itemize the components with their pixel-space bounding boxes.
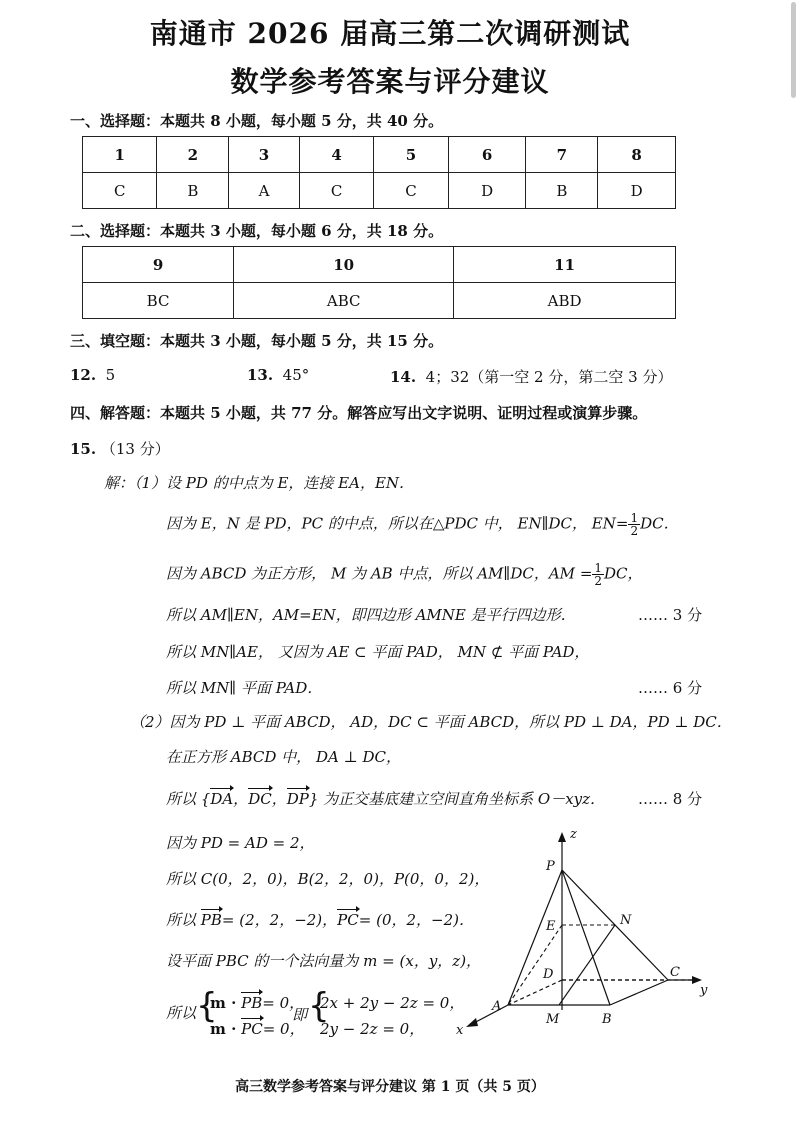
scrollbar[interactable] — [791, 2, 796, 98]
table-cell: D — [448, 173, 526, 209]
table-cell: 10 — [234, 247, 454, 283]
line-text: = (2，2，−2)， — [221, 911, 338, 929]
pyramid-figure — [450, 820, 720, 1040]
system-eq-3: 2x + 2y − 2z = 0， — [320, 994, 465, 1012]
table-cell: B — [157, 173, 229, 209]
label-z: z — [570, 827, 577, 842]
table-cell: A — [229, 173, 300, 209]
q15-line-3: 所以 AM∥EN，AM=EN，即四边形 AMNE 是平行四边形． — [166, 606, 576, 624]
ji-word: 即 — [292, 1006, 308, 1024]
label-M: M — [546, 1012, 560, 1027]
line-text: 所以 { — [166, 790, 211, 808]
label-C: C — [670, 965, 680, 980]
q15-line-1 — [166, 512, 679, 537]
table-cell: D — [598, 173, 676, 209]
system-eq-4: 2y − 2z = 0， — [320, 1020, 425, 1038]
q13-value: 45° — [282, 366, 310, 384]
x-axis — [472, 1005, 508, 1024]
q14-answer — [390, 366, 672, 387]
q14-value: 4；32（第一空 2 分，第二空 3 分） — [425, 368, 673, 386]
vector-PB: PB — [241, 994, 263, 1012]
table-cell: C — [374, 173, 448, 209]
q15-points: （13 分） — [100, 440, 170, 458]
x-axis-arrow — [466, 1018, 478, 1027]
table-cell: C — [83, 173, 157, 209]
segment-MN — [559, 925, 615, 1005]
line-text: = (0，2，−2)． — [358, 911, 474, 929]
table-cell: 9 — [83, 247, 234, 283]
section-1-heading: 一、选择题：本题共 8 小题，每小题 5 分，共 40 分。 — [70, 112, 444, 130]
table-cell: 11 — [454, 247, 676, 283]
score-mark-3: …… 3 分 — [638, 606, 703, 624]
table-header-row — [83, 137, 676, 173]
page-subtitle: 数学参考答案与评分建议 — [230, 65, 550, 98]
section-3-heading: 三、填空题：本题共 3 小题，每小题 5 分，共 15 分。 — [70, 332, 444, 350]
fraction-denominator: 2 — [594, 574, 603, 588]
q12-number: 12. — [70, 366, 97, 384]
q12-value: 5 — [105, 366, 116, 384]
q15-line-4: 所以 MN∥AE， 又因为 AE ⊂ 平面 PAD， MN ⊄ 平面 PAD， — [166, 643, 590, 661]
line-text: = 0， — [262, 1020, 305, 1038]
table-cell: B — [526, 173, 598, 209]
edge-BC — [610, 980, 668, 1005]
line-text: DC， — [604, 564, 643, 583]
label-D: D — [543, 967, 554, 982]
table-answer-row — [83, 283, 676, 319]
fraction-numerator: 1 — [594, 561, 603, 575]
table-cell: 2 — [157, 137, 229, 173]
table-cell: 1 — [83, 137, 157, 173]
label-A: A — [492, 999, 502, 1014]
line-text: DC． — [640, 514, 679, 533]
q13-number: 13. — [247, 366, 274, 384]
table-cell: 7 — [526, 137, 598, 173]
q15-number: 15. — [70, 440, 97, 458]
section-4-heading: 四、解答题：本题共 5 小题，共 77 分。解答应写出文字说明、证明过程或演算步骤。 — [70, 404, 648, 422]
table-cell: 8 — [598, 137, 676, 173]
fraction-denominator: 2 — [630, 524, 639, 538]
system-brace-left: { — [196, 986, 218, 1026]
score-mark-8: …… 8 分 — [638, 790, 703, 808]
fraction-half — [592, 562, 604, 587]
table-header-row — [83, 247, 676, 283]
table-cell: BC — [83, 283, 234, 319]
q15-line-12-label: 所以 — [166, 1004, 197, 1022]
system-brace-right: { — [308, 986, 330, 1026]
label-E: E — [546, 919, 556, 934]
q15-line-9: 所以 C(0，2，0)，B(2，2，0)，P(0，0，2)， — [166, 870, 490, 888]
edge-PB — [562, 870, 610, 1005]
table-cell: 6 — [448, 137, 526, 173]
line-text: m · — [210, 994, 237, 1012]
q15-part2-intro: （2）因为 PD ⊥ 平面 ABCD， AD，DC ⊂ 平面 ABCD，所以 PD ⊥ DA，PD ⊥ DC． — [130, 713, 732, 731]
line-text: } 为正交基底建立空间直角坐标系 O－xyz． — [308, 790, 606, 808]
label-y: y — [700, 983, 708, 998]
q15-heading — [70, 438, 170, 459]
label-B: B — [602, 1012, 612, 1027]
q15-line-11: 设平面 PBC 的一个法向量为 m = (x，y，z)， — [166, 952, 482, 970]
q13-answer — [247, 366, 309, 384]
line-text: 因为 ABCD 为正方形， M 为 AB 中点，所以 AM∥DC，AM = — [166, 564, 593, 583]
fraction-half — [628, 512, 640, 537]
line-text: 因为 E，N 是 PD，PC 的中点，所以在△PDC 中， EN∥DC， EN= — [166, 514, 629, 533]
vector-DP: DP — [286, 790, 309, 808]
q15-part1-intro: 解：（1）设 PD 的中点为 E，连接 EA，EN． — [104, 474, 415, 492]
table-cell: 4 — [299, 137, 373, 173]
table-cell: 5 — [374, 137, 448, 173]
label-x: x — [456, 1023, 464, 1038]
section-2-heading: 二、选择题：本题共 3 小题，每小题 6 分，共 18 分。 — [70, 222, 444, 240]
q15-line-6: 在正方形 ABCD 中， DA ⊥ DC， — [166, 748, 401, 766]
line-text: 所以 — [166, 911, 197, 929]
q15-line-2 — [166, 562, 643, 587]
vector-PB: PB — [200, 911, 222, 929]
line-text: = 0， — [262, 994, 305, 1012]
q14-number: 14. — [390, 368, 417, 386]
table-cell: C — [299, 173, 373, 209]
table-cell: ABD — [454, 283, 676, 319]
answer-table-1 — [82, 136, 676, 209]
label-P: P — [546, 859, 555, 874]
system-eq-2 — [210, 1018, 305, 1039]
q15-line-5: 所以 MN∥ 平面 PAD． — [166, 679, 323, 697]
q12-answer — [70, 366, 115, 384]
table-answer-row — [83, 173, 676, 209]
q15-line-8: 因为 PD = AD = 2， — [166, 834, 315, 852]
label-N: N — [620, 913, 632, 928]
table-cell: 3 — [229, 137, 300, 173]
line-text: m · — [210, 1020, 237, 1038]
score-mark-6: …… 6 分 — [638, 679, 703, 697]
answer-table-2 — [82, 246, 676, 319]
page-title: 南通市 2026 届高三第二次调研测试 — [149, 17, 631, 50]
page-footer: 高三数学参考答案与评分建议 第 1 页（共 5 页） — [235, 1079, 545, 1095]
vector-PC: PC — [241, 1020, 263, 1038]
system-eq-1 — [210, 992, 304, 1013]
vector-DC: DC — [248, 790, 272, 808]
z-axis-arrow — [558, 832, 566, 842]
table-cell: ABC — [234, 283, 454, 319]
fraction-numerator: 1 — [630, 511, 639, 525]
q15-line-7: 所以 {DA，DC，DP} 为正交基底建立空间直角坐标系 O－xyz． — [166, 790, 606, 808]
vector-PC: PC — [337, 911, 359, 929]
vector-DA: DA — [210, 790, 234, 808]
q15-line-10 — [166, 909, 474, 930]
